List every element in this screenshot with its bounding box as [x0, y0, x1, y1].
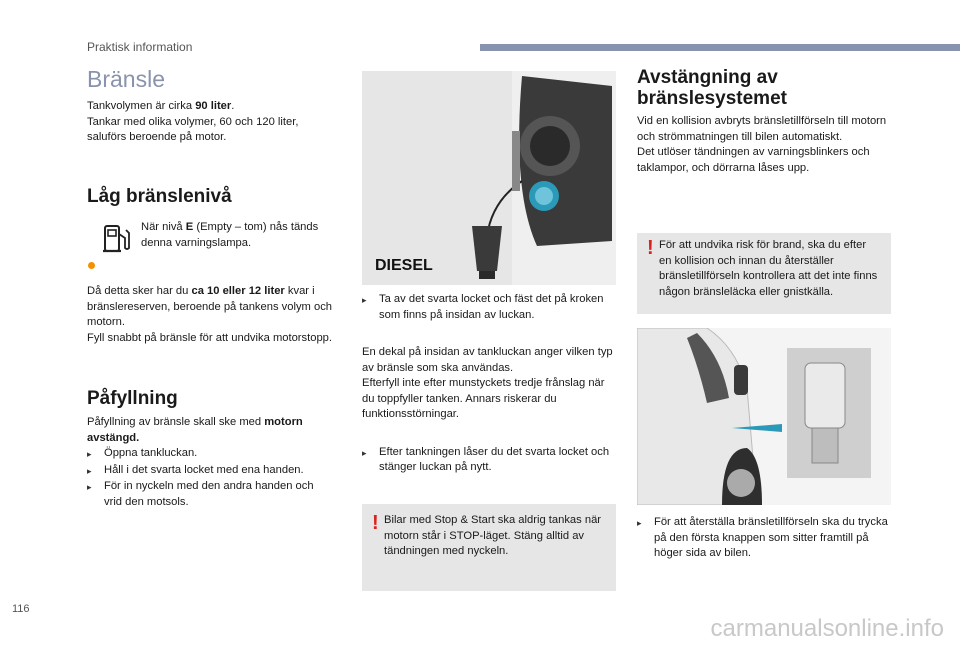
- refuel-block: [87, 415, 334, 510]
- cutoff-p1: Vid en kollision avbryts bränsletillförseln till motorn och strömmatningen till bilen automatiskt.: [637, 115, 887, 143]
- list-item: ▸ För att återställa bränsletillförseln ska du trycka på den första knappen som sitter framtill på höger sida av bilen.: [637, 515, 891, 562]
- capacity-text: Tankvolymen är cirka 90 liter.: [87, 100, 235, 112]
- refill-advice: Fyll snabbt på bränsle för att undvika motorstopp.: [87, 331, 333, 344]
- decal-text: En dekal på insidan av tankluckan anger vilken typ av bränsle som ska användas.: [362, 346, 613, 374]
- bullet-icon: ▸: [87, 449, 92, 459]
- section-label: Praktisk information: [87, 40, 193, 54]
- page-number: 116: [12, 603, 30, 615]
- fire-risk-warning: [637, 233, 891, 314]
- header-rule: [480, 44, 960, 51]
- fuel-cap-illustration: [362, 71, 616, 285]
- orange-dot-icon: [88, 262, 95, 269]
- list-item: ▸ Ta av det svarta locket och fäst det på kroken som finns på insidan av luckan.: [362, 292, 615, 323]
- reserve-text: Då detta sker har du ca 10 eller 12 liter kvar i bränslereserven, beroende på tankens volym och motorn.: [87, 285, 333, 328]
- diesel-label: DIESEL: [375, 257, 433, 274]
- bullet-icon: ▸: [87, 482, 92, 492]
- warning-icon: !: [372, 512, 379, 534]
- fuel-capacity-block: [87, 99, 332, 146]
- watermark: carmanualsonline.info: [710, 615, 944, 642]
- list-item: ▸ Håll i det svarta locket med ena handen.: [87, 463, 334, 480]
- lamp-text: När nivå E (Empty – tom) nås tänds denna varningslampa.: [141, 221, 319, 249]
- refuel-heading: Påfyllning: [87, 388, 178, 409]
- van-switch-illustration: [637, 328, 891, 505]
- bullet-icon: ▸: [637, 518, 642, 528]
- list-item: ▸ Öppna tankluckan.: [87, 446, 334, 463]
- low-fuel-heading: Låg bränslenivå: [87, 186, 232, 207]
- refuel-intro: Påfyllning av bränsle skall ske med motorn avstängd.: [87, 416, 303, 444]
- warning-text: Bilar med Stop & Start ska aldrig tankas när motorn står i STOP-läget. Stäng alltid av tändningen med nyckeln.: [384, 514, 602, 557]
- bullet-icon: ▸: [362, 295, 367, 305]
- list-item: ▸ Efter tankningen låser du det svarta locket och stänger luckan på nytt.: [362, 445, 615, 476]
- variants-text: Tankar med olika volymer, 60 och 120 liter, saluförs beroende på motor.: [87, 115, 299, 143]
- nozzle-text: Efterfyll inte efter munstyckets tredje frånslag när du toppfyller tanken. Annars riskerar du funktionsstörningar.: [362, 377, 605, 420]
- stop-start-warning: [362, 504, 616, 591]
- list-item: ▸ För in nyckeln med den andra handen och vrid den motsols.: [87, 479, 334, 510]
- fuel-pump-warning-icon: [100, 222, 134, 256]
- cutoff-block: [637, 114, 893, 176]
- warning-text: För att undvika risk för brand, ska du efter en kollision och innan du återställer bränsletillförseln kontrollera att det inte finns någon bränsleläcka eller gnistkälla.: [659, 239, 878, 298]
- cutoff-p2: Det utlöser tändningen av varningsblinkers och taklampor, och dörrarna låses upp.: [637, 146, 870, 174]
- warning-icon: !: [647, 237, 654, 259]
- reserve-block: [87, 284, 337, 346]
- reset-step-block: [637, 515, 891, 562]
- cutoff-heading: Avstängning av bränslesystemet: [637, 67, 787, 109]
- middle-column: [362, 292, 615, 476]
- page-title: Bränsle: [87, 66, 165, 92]
- bullet-icon: ▸: [87, 465, 92, 476]
- bullet-icon: ▸: [362, 447, 367, 458]
